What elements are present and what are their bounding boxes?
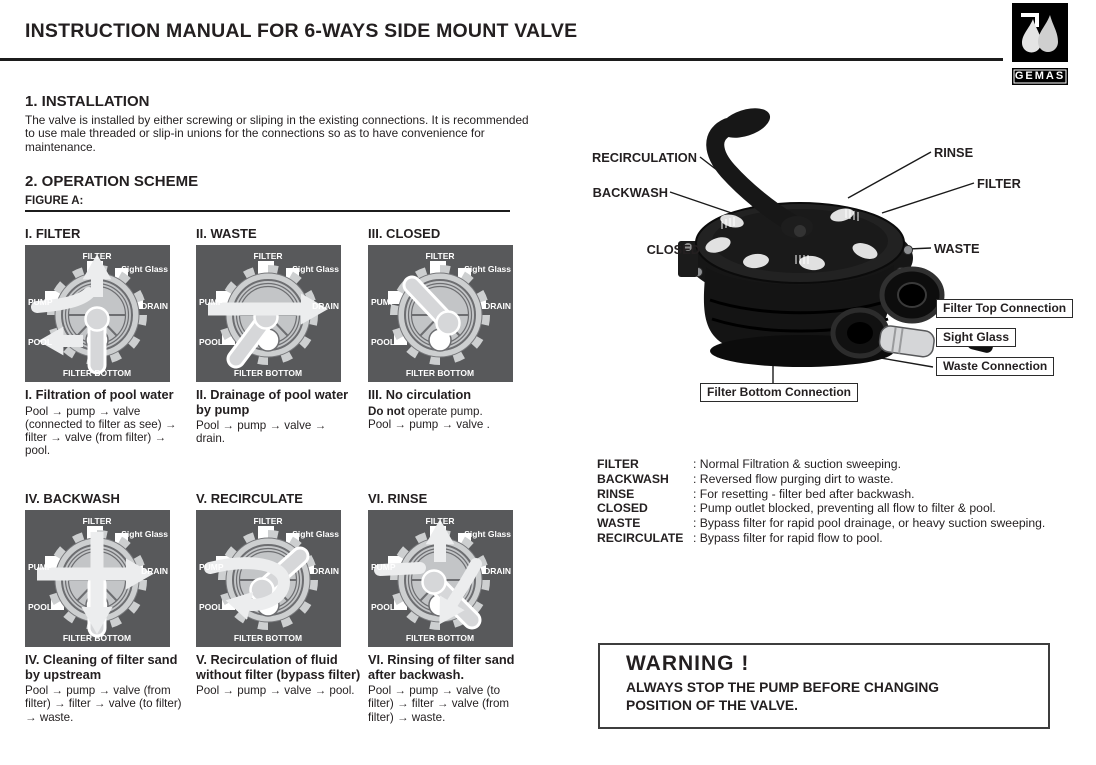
installation-body: The valve is installed by either screwing or sliping in the existing connections. It is recommended to use male threaded or slip-in unions for the connections so as to have convenience for maintenance.	[25, 113, 529, 154]
gemas-drops-icon	[1012, 3, 1068, 62]
label-pool: POOL	[371, 337, 396, 347]
label-filter: FILTER	[425, 251, 455, 261]
label-pump: PUMP	[371, 297, 396, 307]
caption-body: Pool → pump → valve (connected to filter as see) → filter → valve (from filter) → pool.	[25, 404, 177, 458]
panel-closed	[368, 226, 513, 382]
label-filter-bottom: FILTER BOTTOM	[405, 633, 475, 643]
label-pump: PUMP	[199, 297, 224, 307]
warning-line2: POSITION OF THE VALVE.	[626, 697, 798, 713]
caption-body: Pool → pump → valve (from filter) → filter → valve (to filter) → waste.	[25, 684, 182, 724]
definition-desc: : For resetting - filter bed after backwash.	[693, 486, 915, 501]
panel-filter	[25, 226, 170, 382]
gemas-logo-text: GEMAS	[1012, 68, 1068, 85]
panel-backwash	[25, 491, 170, 647]
caption-title: I. Filtration of pool water	[25, 387, 174, 402]
label-sight-glass: Sight Glass	[121, 529, 168, 539]
valve-diagram-rinse	[368, 510, 513, 647]
panel-title: VI. RINSE	[368, 491, 428, 506]
label-filter: FILTER	[82, 251, 112, 261]
valve-photo-illustration	[560, 95, 1096, 430]
definition-desc: : Reversed flow purging dirt to waste.	[693, 471, 894, 486]
caption-after: operate pump.	[404, 404, 483, 418]
definition-term: CLOSED	[597, 501, 648, 516]
label-drain: DRAIN	[484, 566, 511, 576]
installation-heading: 1. INSTALLATION	[25, 93, 150, 110]
label-filter: FILTER	[253, 251, 283, 261]
definition-desc: : Pump outlet blocked, preventing all flow to filter & pool.	[693, 501, 996, 516]
caption-body: Pool → pump → valve → pool.	[196, 684, 355, 698]
definition-row	[597, 472, 1045, 487]
callout-closed: CLOSED	[646, 242, 700, 257]
header-divider	[0, 58, 1003, 61]
definition-desc: : Normal Filtration & suction sweeping.	[693, 457, 901, 471]
panel-title: I. FILTER	[25, 226, 81, 241]
caption-line2: Pool → pump → valve .	[368, 417, 490, 431]
definition-term: WASTE	[597, 516, 641, 531]
caption-title: IV. Cleaning of filter sand by upstream	[25, 652, 178, 682]
box-waste-connection: Waste Connection	[936, 357, 1054, 376]
label-pump: PUMP	[371, 562, 396, 572]
label-drain: DRAIN	[141, 301, 168, 311]
panel-rinse	[368, 491, 513, 647]
label-filter: FILTER	[425, 516, 455, 526]
caption-recirculate	[196, 653, 364, 697]
figure-label: FIGURE A:	[25, 195, 84, 207]
label-pool: POOL	[199, 337, 224, 347]
caption-waste	[196, 388, 358, 446]
callout-backwash: BACKWASH	[592, 185, 668, 200]
callout-rinse: RINSE	[934, 145, 974, 160]
panel-waste	[196, 226, 341, 382]
caption-title: VI. Rinsing of filter sand after backwash.	[368, 652, 515, 682]
valve-photo-figure	[560, 95, 1096, 430]
label-pump: PUMP	[28, 297, 53, 307]
caption-body	[368, 405, 518, 418]
label-sight-glass: Sight Glass	[464, 264, 511, 274]
callout-filter: FILTER	[977, 176, 1021, 191]
label-pump: PUMP	[199, 562, 224, 572]
definition-term: FILTER	[597, 457, 639, 471]
page-title: INSTRUCTION MANUAL FOR 6-WAYS SIDE MOUNT VALVE	[25, 20, 578, 42]
panel-title: II. WASTE	[196, 226, 257, 241]
valve-diagram-waste	[196, 245, 341, 382]
definition-row	[597, 487, 1045, 502]
caption-closed	[368, 388, 518, 431]
label-filter-bottom: FILTER BOTTOM	[405, 368, 475, 378]
caption-bold: Do not	[368, 404, 405, 418]
label-drain: DRAIN	[484, 301, 511, 311]
operation-heading: 2. OPERATION SCHEME	[25, 173, 199, 190]
label-filter: FILTER	[82, 516, 112, 526]
definition-row	[597, 457, 1045, 472]
panel-title: IV. BACKWASH	[25, 491, 120, 506]
label-sight-glass: Sight Glass	[121, 264, 168, 274]
label-drain: DRAIN	[141, 566, 168, 576]
definition-desc: : Bypass filter for rapid flow to pool.	[693, 530, 883, 545]
label-filter-bottom: FILTER BOTTOM	[62, 368, 132, 378]
label-sight-glass: Sight Glass	[464, 529, 511, 539]
caption-title: III. No circulation	[368, 387, 472, 402]
definition-row	[597, 531, 1045, 546]
label-pump: PUMP	[28, 562, 53, 572]
callout-recirculation: RECIRCULATION	[592, 150, 697, 165]
definition-desc: : Bypass filter for rapid pool drainage, or heavy suction sweeping.	[693, 516, 1046, 531]
label-pool: POOL	[28, 337, 53, 347]
label-sight-glass: Sight Glass	[292, 529, 339, 539]
label-sight-glass: Sight Glass	[292, 264, 339, 274]
caption-body: Pool → pump → valve → drain.	[196, 419, 327, 446]
panel-recirculate	[196, 491, 341, 647]
label-pool: POOL	[28, 602, 53, 612]
caption-filter	[25, 388, 183, 457]
gemas-logo	[1012, 3, 1068, 85]
position-definitions	[597, 457, 1045, 546]
definition-row	[597, 501, 1045, 516]
label-filter-bottom: FILTER BOTTOM	[233, 368, 303, 378]
caption-title: V. Recirculation of fluid without filter (bypass filter)	[196, 652, 361, 682]
label-filter-bottom: FILTER BOTTOM	[233, 633, 303, 643]
caption-backwash	[25, 653, 193, 724]
warning-box	[598, 643, 1050, 729]
definition-row	[597, 516, 1045, 531]
box-filter-top-connection: Filter Top Connection	[936, 299, 1073, 318]
valve-diagram-closed	[368, 245, 513, 382]
callout-waste: WASTE	[934, 241, 980, 256]
caption-title: II. Drainage of pool water by pump	[196, 387, 349, 417]
label-pool: POOL	[371, 602, 396, 612]
label-drain: DRAIN	[312, 301, 339, 311]
definition-term: RINSE	[597, 486, 635, 501]
valve-diagram-recirculate	[196, 510, 341, 647]
caption-rinse	[368, 653, 520, 724]
figure-divider	[25, 210, 510, 212]
label-pool: POOL	[199, 602, 224, 612]
caption-body: Pool → pump → valve (to filter) → filter → valve (from filter) → waste.	[368, 684, 510, 724]
valve-diagram-filter	[25, 245, 170, 382]
panel-title: V. RECIRCULATE	[196, 491, 303, 506]
warning-line1: ALWAYS STOP THE PUMP BEFORE CHANGING	[626, 680, 940, 695]
definition-term: BACKWASH	[597, 471, 669, 486]
box-sight-glass: Sight Glass	[936, 328, 1016, 347]
warning-title: WARNING !	[626, 652, 750, 675]
box-filter-bottom-connection: Filter Bottom Connection	[700, 383, 858, 402]
panel-title: III. CLOSED	[368, 226, 441, 241]
label-filter-bottom: FILTER BOTTOM	[62, 633, 132, 643]
definition-term: RECIRCULATE	[597, 530, 684, 545]
label-drain: DRAIN	[312, 566, 339, 576]
valve-diagram-backwash	[25, 510, 170, 647]
label-filter: FILTER	[253, 516, 283, 526]
